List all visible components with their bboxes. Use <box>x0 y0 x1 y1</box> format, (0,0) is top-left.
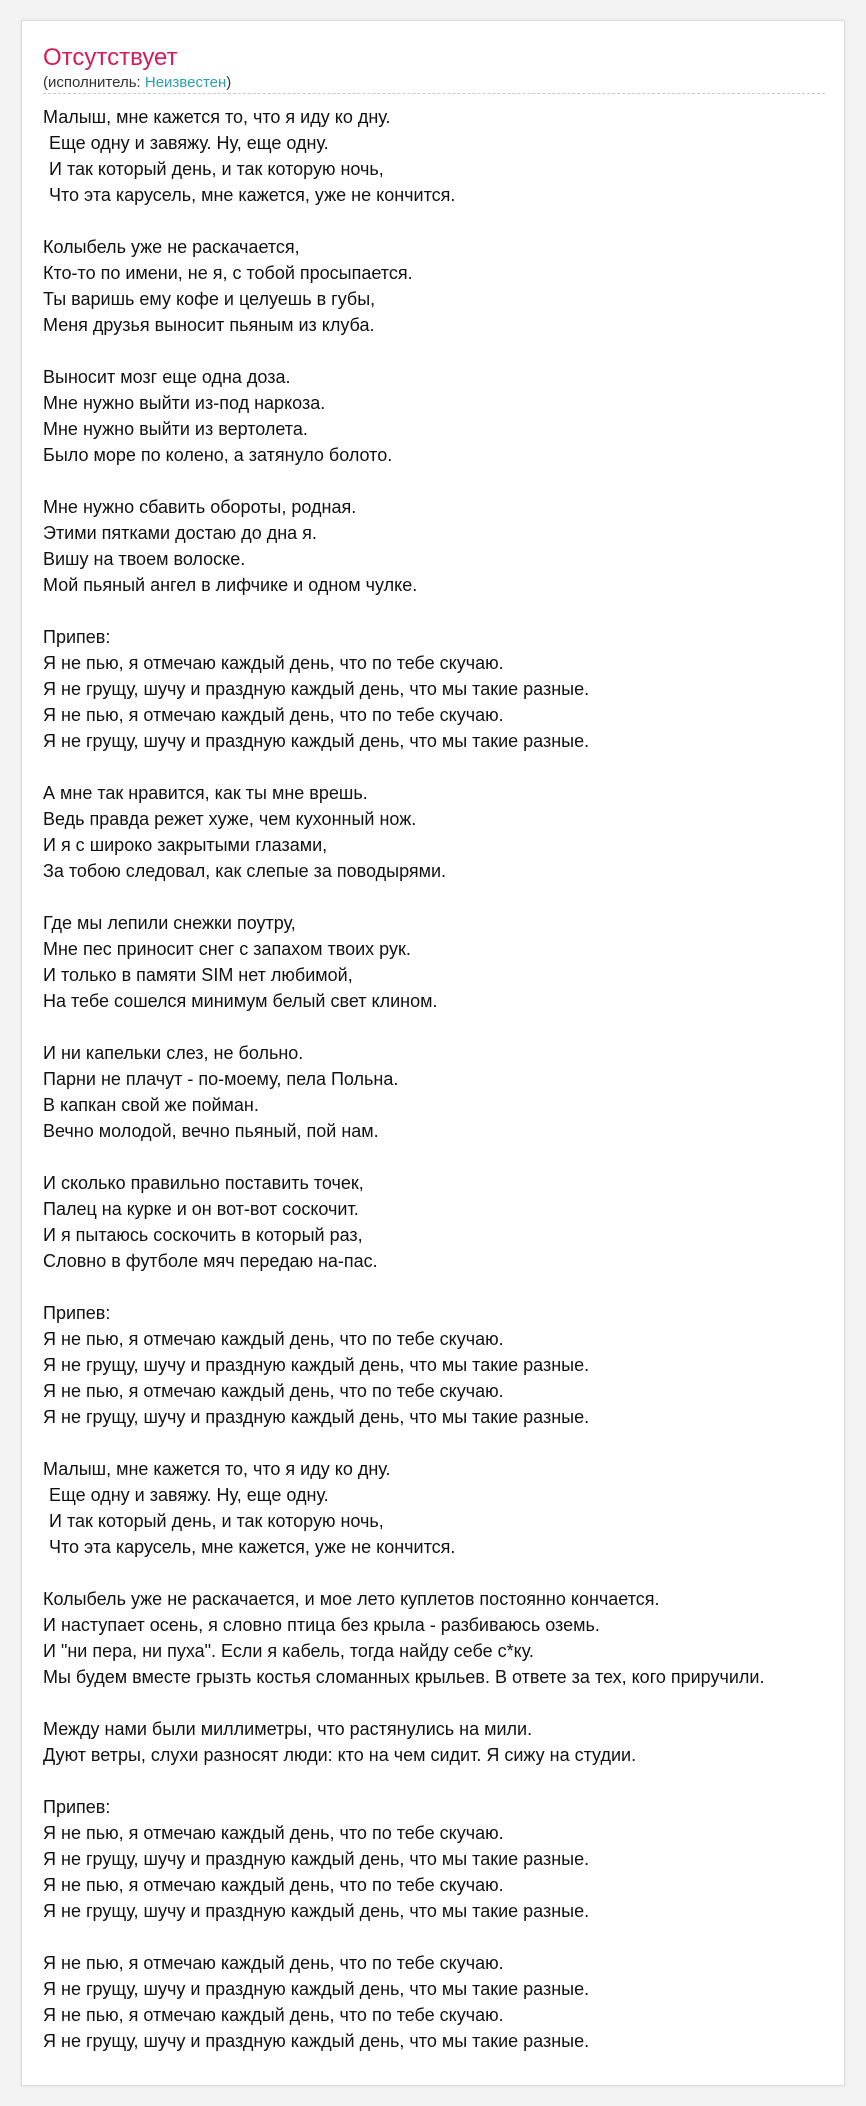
lyrics-line: Я не пью, я отмечаю каждый день, что по тебе скучаю. <box>43 705 504 725</box>
lyrics-line: Где мы лепили снежки поутру, <box>43 913 296 933</box>
lyrics-line: Я не пью, я отмечаю каждый день, что по тебе скучаю. <box>43 2005 504 2025</box>
lyrics-line: Еще одну и завяжу. Ну, еще одну. <box>49 133 329 153</box>
lyrics-line: Я не грущу, шучу и праздную каждый день, что мы такие разные. <box>43 1355 590 1375</box>
lyrics-body <box>43 104 845 2080</box>
lyrics-line: Между нами были миллиметры, что растянулись на мили. <box>43 1719 533 1739</box>
lyrics-stanza <box>43 234 845 338</box>
lyrics-line: И я пытаюсь соскочить в который раз, <box>43 1225 363 1245</box>
lyrics-line: Вишу на твоем волоске. <box>43 549 246 569</box>
lyrics-line: Я не грущу, шучу и праздную каждый день, что мы такие разные. <box>43 731 590 751</box>
performer-prefix: (исполнитель: <box>43 74 145 91</box>
lyrics-line: Мне нужно сбавить обороты, родная. <box>43 497 357 517</box>
lyrics-stanza <box>43 1170 845 1274</box>
lyrics-line: Малыш, мне кажется то, что я иду ко дну. <box>43 1459 391 1479</box>
lyrics-line: И я с широко закрытыми глазами, <box>43 835 328 855</box>
lyrics-stanza <box>43 1300 845 1430</box>
lyrics-card <box>21 20 845 2086</box>
lyrics-stanza <box>43 910 845 1014</box>
lyrics-line: Дуют ветры, слухи разносят люди: кто на чем сидит. Я сижу на студии. <box>43 1745 637 1765</box>
lyrics-line: Я не пью, я отмечаю каждый день, что по тебе скучаю. <box>43 1381 504 1401</box>
lyrics-line: Что эта карусель, мне кажется, уже не кончится. <box>49 1537 456 1557</box>
lyrics-line: Я не грущу, шучу и праздную каждый день, что мы такие разные. <box>43 1901 590 1921</box>
performer-line <box>43 74 825 92</box>
lyrics-line: Кто-то по имени, не я, с тобой просыпается. <box>43 263 413 283</box>
lyrics-line: Меня друзья выносит пьяным из клуба. <box>43 315 375 335</box>
lyrics-line: И наступает осень, я словно птица без крыла - разбиваюсь оземь. <box>43 1615 600 1635</box>
lyrics-stanza <box>43 1716 845 1768</box>
lyrics-line: Колыбель уже не раскачается, и мое лето куплетов постоянно кончается. <box>43 1589 660 1609</box>
lyrics-line: Я не пью, я отмечаю каждый день, что по тебе скучаю. <box>43 1875 504 1895</box>
lyrics-line: Еще одну и завяжу. Ну, еще одну. <box>49 1485 329 1505</box>
performer-link[interactable]: Неизвестен <box>144 74 227 91</box>
lyrics-stanza <box>43 780 845 884</box>
lyrics-line: Ты варишь ему кофе и целуешь в губы, <box>43 289 376 309</box>
song-header <box>43 43 825 92</box>
lyrics-line: И "ни пера, ни пуха". Если я кабель, тогда найду себе с*ку. <box>43 1641 534 1661</box>
lyrics-line: Мне нужно выйти из-под наркоза. <box>43 393 326 413</box>
lyrics-line: Я не пью, я отмечаю каждый день, что по тебе скучаю. <box>43 1329 504 1349</box>
lyrics-line: И так который день, и так которую ночь, <box>49 1511 384 1531</box>
lyrics-line: Выносит мозг еще одна доза. <box>43 367 291 387</box>
lyrics-stanza <box>43 1950 845 2054</box>
lyrics-stanza <box>43 1456 845 1560</box>
lyrics-line: Палец на курке и он вот-вот соскочит. <box>43 1199 359 1219</box>
performer-suffix: ) <box>226 74 232 91</box>
lyrics-line: Вечно молодой, вечно пьяный, пой нам. <box>43 1121 379 1141</box>
lyrics-line: Припев: <box>43 1797 111 1817</box>
lyrics-stanza <box>43 1794 845 1924</box>
lyrics-line: Припев: <box>43 1303 111 1323</box>
lyrics-line: И сколько правильно поставить точек, <box>43 1173 364 1193</box>
lyrics-line: За тобою следовал, как слепые за поводырями. <box>43 861 447 881</box>
lyrics-stanza <box>43 1586 845 1690</box>
lyrics-stanza <box>43 494 845 598</box>
lyrics-line: Мне пес приносит снег с запахом твоих рук. <box>43 939 411 959</box>
lyrics-line: Ведь правда режет хуже, чем кухонный нож. <box>43 809 417 829</box>
lyrics-line: Припев: <box>43 627 111 647</box>
lyrics-line: И так который день, и так которую ночь, <box>49 159 384 179</box>
lyrics-line: Этими пятками достаю до дна я. <box>43 523 317 543</box>
lyrics-stanza <box>43 1040 845 1144</box>
lyrics-stanza <box>43 364 845 468</box>
lyrics-stanza <box>43 624 845 754</box>
header-divider <box>43 93 825 94</box>
lyrics-line: Мой пьяный ангел в лифчике и одном чулке. <box>43 575 418 595</box>
lyrics-line: Было море по колено, а затянуло болото. <box>43 445 393 465</box>
lyrics-line: В капкан свой же пойман. <box>43 1095 259 1115</box>
lyrics-line: Малыш, мне кажется то, что я иду ко дну. <box>43 107 391 127</box>
lyrics-line: А мне так нравится, как ты мне врешь. <box>43 783 368 803</box>
lyrics-line: Колыбель уже не раскачается, <box>43 237 300 257</box>
lyrics-line: Что эта карусель, мне кажется, уже не кончится. <box>49 185 456 205</box>
lyrics-stanza <box>43 104 845 208</box>
lyrics-line: И ни капельки слез, не больно. <box>43 1043 304 1063</box>
lyrics-line: Я не пью, я отмечаю каждый день, что по тебе скучаю. <box>43 653 504 673</box>
lyrics-line: Я не пью, я отмечаю каждый день, что по тебе скучаю. <box>43 1823 504 1843</box>
lyrics-line: Я не грущу, шучу и праздную каждый день, что мы такие разные. <box>43 1979 590 1999</box>
lyrics-line: Я не грущу, шучу и праздную каждый день, что мы такие разные. <box>43 2031 590 2051</box>
lyrics-line: Мы будем вместе грызть костья сломанных крыльев. В ответе за тех, кого приручили. <box>43 1667 765 1687</box>
lyrics-line: Словно в футболе мяч передаю на-пас. <box>43 1251 378 1271</box>
lyrics-line: На тебе сошелся минимум белый свет клином. <box>43 991 438 1011</box>
lyrics-line: Я не грущу, шучу и праздную каждый день, что мы такие разные. <box>43 1407 590 1427</box>
lyrics-line: Мне нужно выйти из вертолета. <box>43 419 308 439</box>
song-title: Отсутствует <box>43 44 178 71</box>
lyrics-line: И только в памяти SIM нет любимой, <box>43 965 353 985</box>
lyrics-line: Парни не плачут - по-моему, пела Польна. <box>43 1069 399 1089</box>
lyrics-line: Я не пью, я отмечаю каждый день, что по тебе скучаю. <box>43 1953 504 1973</box>
lyrics-line: Я не грущу, шучу и праздную каждый день, что мы такие разные. <box>43 679 590 699</box>
lyrics-line: Я не грущу, шучу и праздную каждый день, что мы такие разные. <box>43 1849 590 1869</box>
